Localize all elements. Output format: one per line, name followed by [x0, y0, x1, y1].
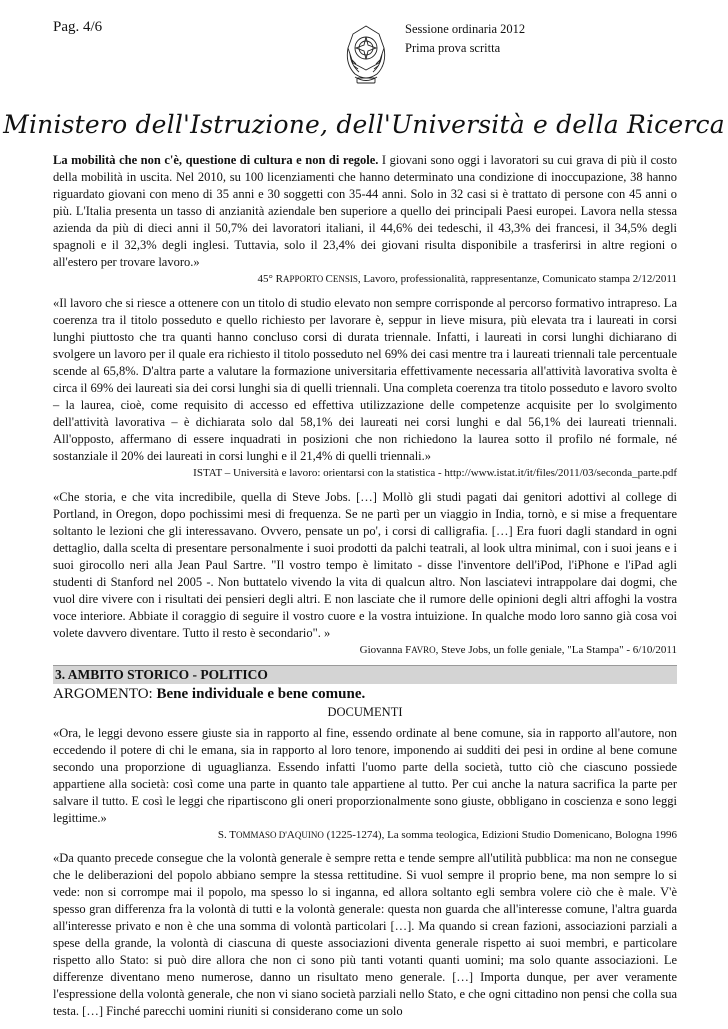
section-3-doc-1-source-part: S. T: [217, 829, 236, 841]
ministry-title: Ministero dell'Istruzione, dell'Università e della Ricerca: [3, 110, 725, 139]
section-3-doc-1-paragraph: «Ora, le leggi devono essere giuste sia in rapporto al fine, essendo ordinate al bene comune, sia in rapporto all'autore, non eccedendo il potere di chi le emana, sia in rapporto al loro tenore, imponendo ai sudditi dei pesi in ordine al bene comune secondo una proporzione di uguaglianza. Essendo infatti l'uomo parte della società, tutto ciò che ciascuno possiede appartiene alla società: così come una parte in quanto tale appartiene al tutto. Per cui anche la natura sacrifica la parte per salvare il tutto. E così le leggi che ripartiscono gli oneri proporzionalmente sono giuste, obbligano in coscienza e sono leggi legittime.»: [53, 726, 677, 825]
italian-republic-emblem-icon: [341, 20, 391, 92]
section-3-doc-2-paragraph: «Da quanto precede consegue che la volontà generale è sempre retta e tende sempre all'utilità pubblica: ma non ne consegue che le deliberazioni del popolo abbiano sempre la stessa rettitudine. Si vuol sempre il proprio bene, ma non sempre lo si vede: non si corrompe mai il popolo, ma spesso lo si inganna, ed allora soltanto egli sembra volere ciò che è male. V'è spesso gran differenza fra la volontà di tutti e la volontà generale: questa non guarda che all'interesse comune, l'altra guarda all'interesse privato e non è che una somma di volontà particolari […]. Ma quando si crean fazioni, associazioni parziali a spese della grande, la volontà di ciascuna di queste associazioni diventa generale rispetto ai suoi membri, e particolare rispetto allo Stato: si può dire allora che non ci sono più tanti votanti quanti uomini; ma solo quante associazioni. Le differenze diventano meno numerose, danno un risultato meno generale. […] Importa dunque, per aver veramente l'espressione della volontà generale, che non vi siano società parziali nello Stato, e che ogni cittadino non pensi che colla sua testa. […] Finché parecchi uomini riuniti si considerano come un solo: [53, 851, 677, 1018]
document-body: [53, 152, 677, 1020]
doc-2-paragraph: «Il lavoro che si riesce a ottenere con un titolo di studio elevato non sempre corrisponde al percorso formativo intrapreso. La coerenza tra il titolo posseduto e quello richiesto per lavorare è, seppur in lieve misura, più elevata tra i laureati in corsi lunghi piuttosto che tra quanti hanno concluso corsi di durata triennale. Infatti, i laureati in corsi lunghi dichiarano di svolgere un lavoro per il quale era richiesto il titolo posseduto nel 69% dei casi mentre tra i laureati triennali tale percentuale scende al 65,8%. D'altra parte a valutare la formazione universitaria effettivamente necessaria all'attività lavorativa svolta è circa il 69% dei laureati sia dei corsi lunghi sia di quelli triennali. Una completa coerenza tra titolo posseduto e lavoro svolto – la laurea, cioè, come requisito di accesso ed effettiva utilizzazione delle competenze acquisite per lo svolgimento dell'attività lavorativa – è dichiarata solo dal 58,1% dei laureati nei corsi lunghi e dal 56,1% dei laureati triennali. All'opposto, affermano di essere inquadrati in posizioni che non richiedono la laurea sotto il profilo né formale, né sostanziale il 20% dei laureati in corsi lunghi e il 21,4% di quelli triennali.»: [53, 296, 677, 463]
documenti-heading: DOCUMENTI: [327, 705, 403, 719]
doc-1-source-part: 45° R: [257, 273, 283, 285]
doc-1-source-part: , Lavoro, professionalità, rappresentanze, Comunicato stampa 2/12/2011: [357, 273, 677, 285]
section-3-doc-1-source-part: (1225-1274), La somma teologica, Edizioni Studio Domenicano, Bologna 1996: [323, 829, 677, 841]
doc-1-source-part: C: [325, 273, 333, 285]
doc-1-source: [53, 271, 677, 287]
doc-2-source: ISTAT – Università e lavoro: orientarsi con la statistica - http://www.istat.it/it/files/2011/03/seconda_parte.pdf: [193, 467, 677, 479]
page-number: Pag. 4/6: [53, 19, 103, 35]
doc-3-source: [53, 642, 677, 658]
doc-3-paragraph: «Che storia, e che vita incredibile, quella di Steve Jobs. […] Mollò gli studi pagati dai genitori adottivi al college di Portland, in Oregon, dopo pochissimi mesi di frequenza. Se ne partì per un viaggio in India, tornò, e si mise a frequentare soltanto le lezioni che gli interessavano. Ovvero, pensate un po', i corsi di calligrafia. […] Era fuori dagli standard in ogni dettaglio, dalla scelta di presentare personalmente i suoi prodotti da palchi teatrali, al look ultra minimal, con i suoi jeans e i suoi girocollo neri alla Jean Paul Sartre. "Il vostro tempo è limitato - disse l'inventore dell'iPod, l'iPhone e l'iPad agli studenti di Stanford nel 2005 -. Non buttatelo vivendo la vita di qualcun altro. Non lasciatevi intrappolare dai dogmi, che vuol dire vivere con i risultati dei pensieri degli altri. E non lasciate che il rumore delle opinioni degli altri affoghi la vostra voce interiore. Abbiate il coraggio di seguire il vostro cuore e la vostra intuizione. In qualche modo loro sanno già cosa voi volete davvero diventare. Tutto il resto è secondario". »: [53, 490, 677, 640]
session-label: Sessione ordinaria 2012: [405, 22, 526, 36]
argomento-title: Bene individuale e bene comune.: [156, 686, 366, 702]
section-3-doc-1-source-part: OMMASO D': [235, 830, 287, 840]
doc-3-source-part: AVRO: [411, 645, 436, 655]
doc-3-source-part: Giovanna F: [359, 644, 412, 656]
doc-1-source-part: ENSIS: [332, 274, 358, 284]
section-3-doc-1-source-part: QUINO: [294, 830, 324, 840]
doc-1-text: I giovani sono oggi i lavoratori su cui grava di più il costo della mobilità in uscita. Nel 2010, su 100 licenziamenti che hanno determinato una condizione di inoccupazione, 38 hanno riguardato giovani con meno di 35 anni e 30 soggetti con 35-44 anni. Solo in 32 casi si è trattato di persone con 45 anni o più. L'Italia presenta un tasso di anzianità aziendale ben superiore a quello dei principali Paesi europei. Lavora nella stessa azienda da più di dieci anni il 50,7% dei lavoratori italiani, il 44,6% dei tedeschi, il 43,3% dei francesi, il 34,5% degli spagnoli e il 32,3% degli inglesi. Tuttavia, solo il 23,4% dei giovani risulta disponibile a trasferirsi in altre regioni o all'estero per trovare lavoro.»: [53, 153, 677, 269]
doc-3-source-part: , Steve Jobs, un folle geniale, "La Stampa" - 6/10/2011: [435, 644, 677, 656]
exam-label: Prima prova scritta: [405, 41, 501, 55]
doc-1-paragraph: [53, 152, 677, 271]
argomento-line: [53, 686, 677, 703]
section-3-heading: 3. AMBITO STORICO - POLITICO: [53, 665, 677, 684]
doc-1-source-part: APPORTO: [282, 274, 326, 284]
session-info: [405, 20, 525, 58]
section-3-doc-1-source-part: A: [286, 829, 295, 841]
argomento-label: ARGOMENTO:: [53, 686, 157, 702]
doc-1-title: La mobilità che non c'è, questione di cultura e non di regole.: [53, 153, 379, 167]
section-3-doc-1-source: [53, 827, 677, 843]
